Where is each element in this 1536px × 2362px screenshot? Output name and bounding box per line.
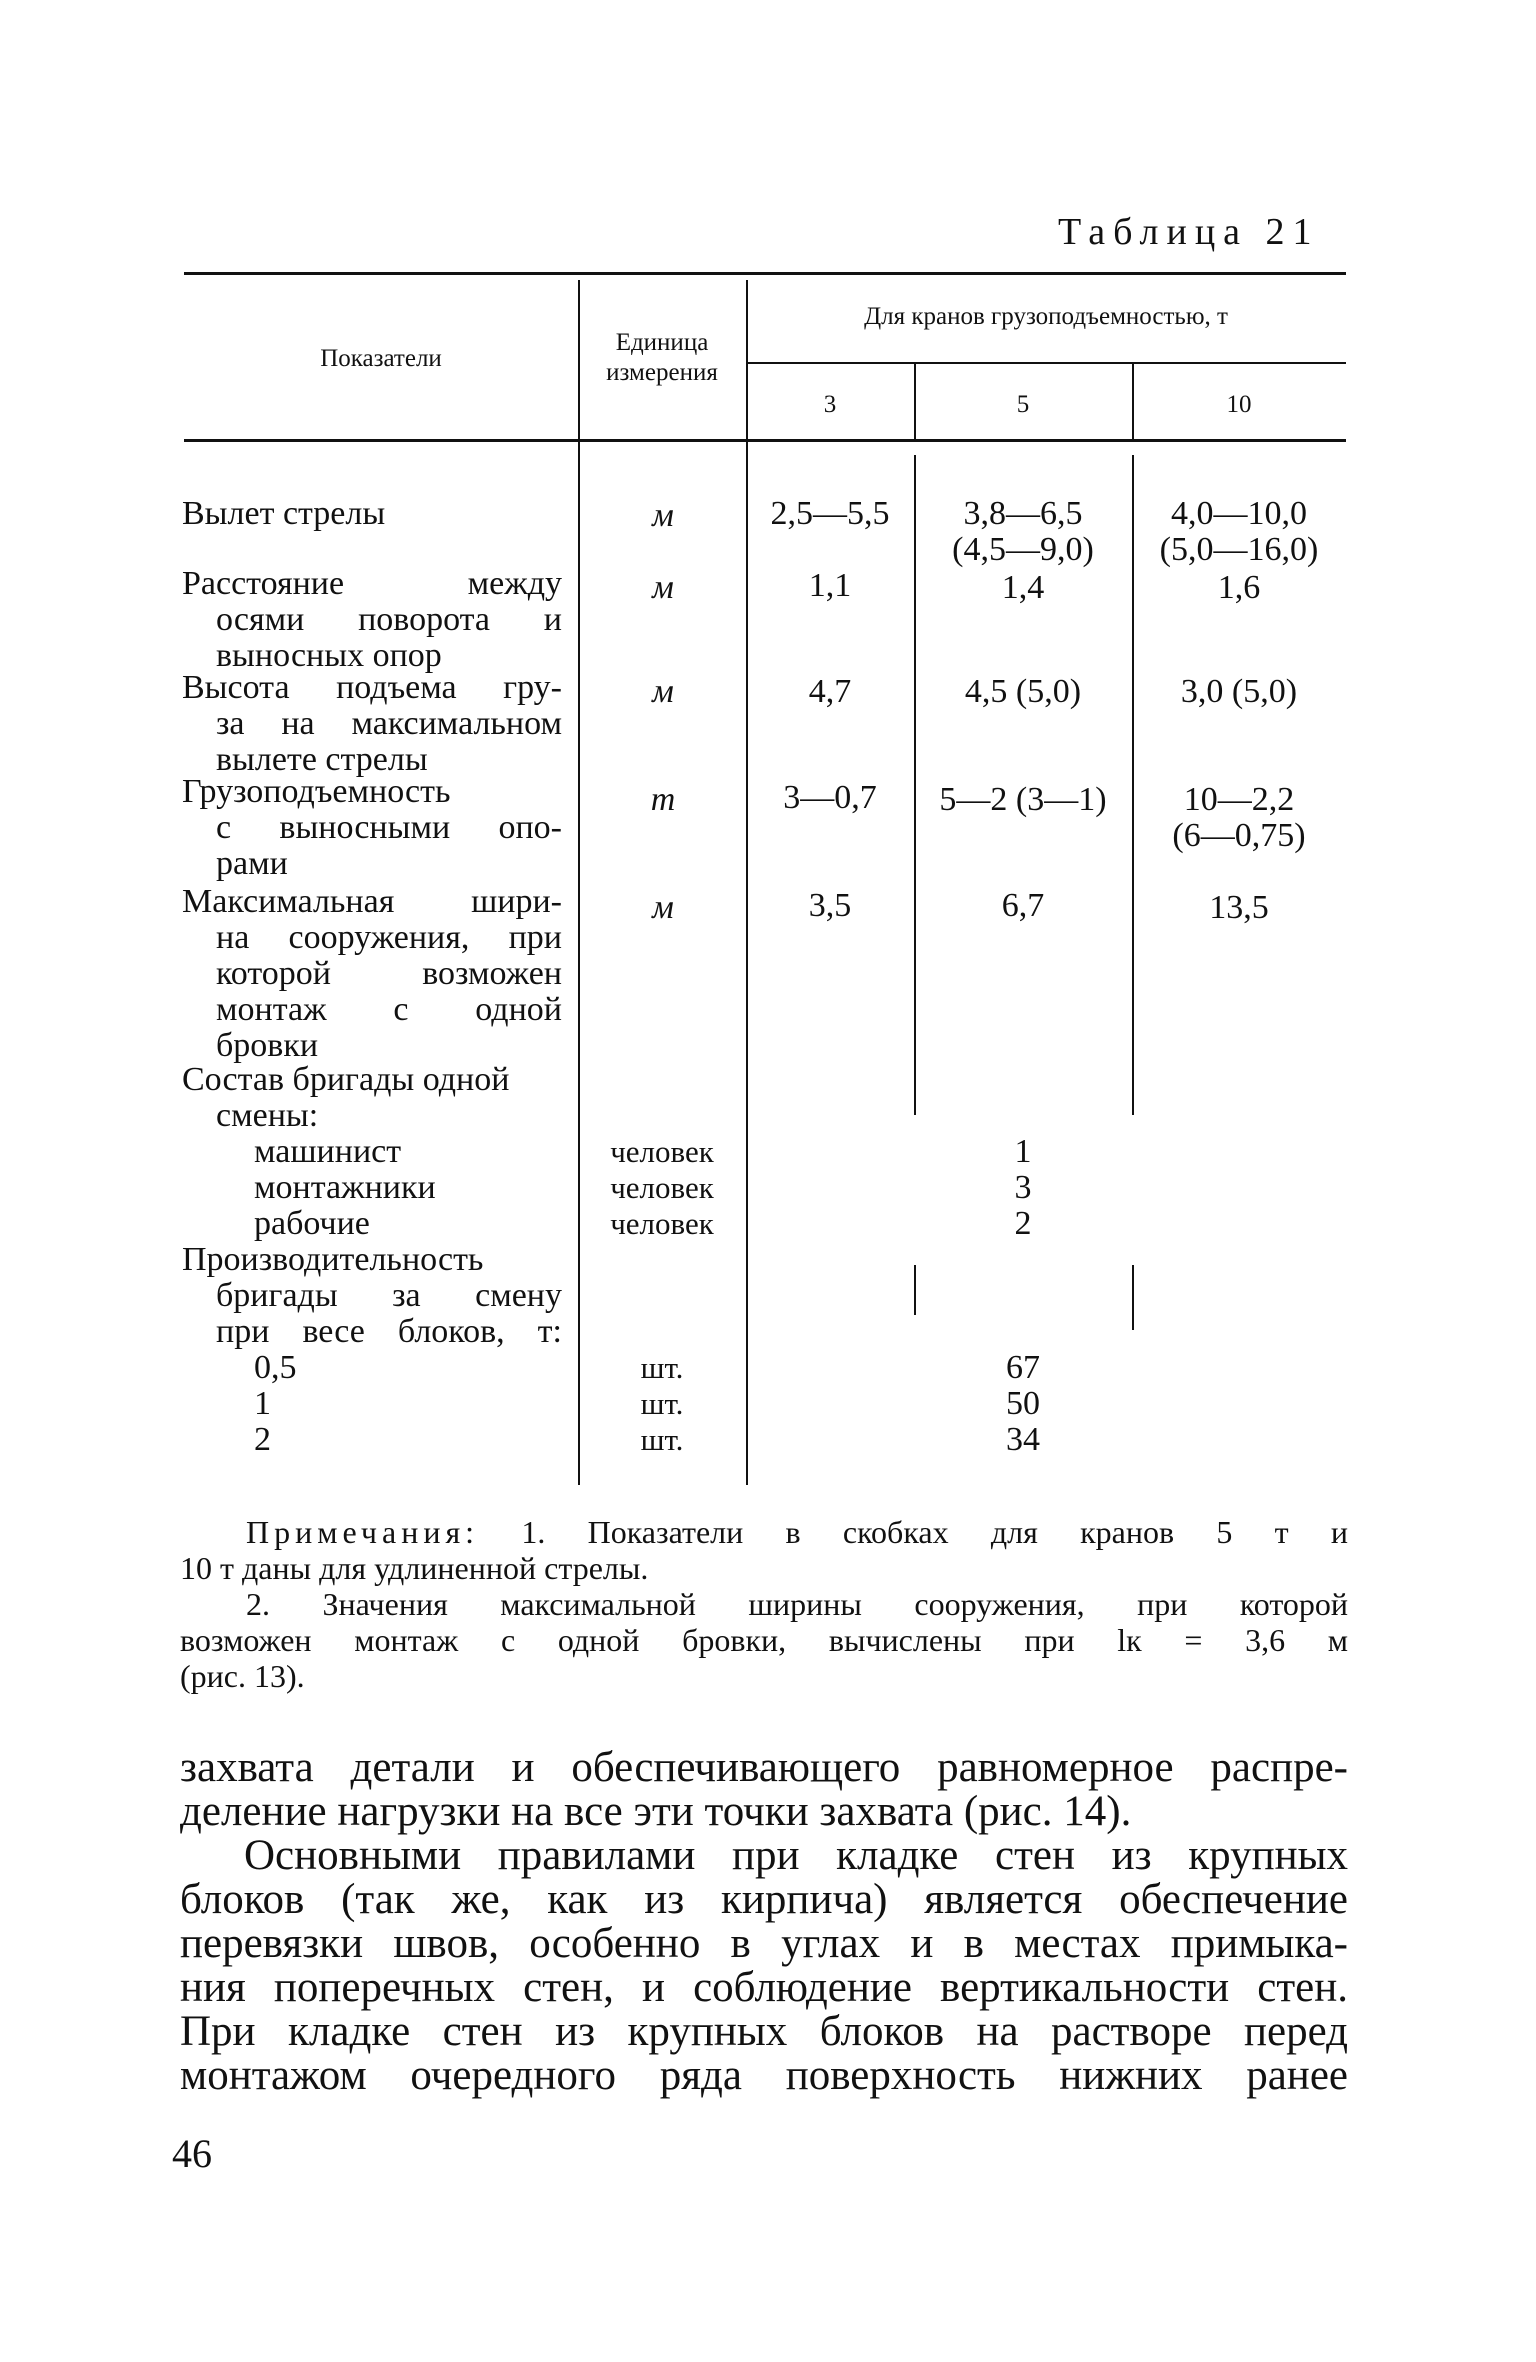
note-1a: 1. Показатели в скобках для кранов 5 т и	[521, 1514, 1349, 1550]
row-v5-capacity: 5—2 (3—1)	[939, 781, 1107, 818]
row-unit-crew: человек человек человек	[610, 1134, 714, 1241]
body-line: деление нагрузки на все эти точки захвата (рис. 14).	[180, 1788, 1132, 1835]
row-v3-max-width: 3,5	[808, 887, 852, 924]
row-unit-productivity: шт. шт. шт.	[640, 1350, 684, 1457]
header-bottom-rule	[184, 439, 1346, 442]
notes-heading: Примечания:	[246, 1514, 480, 1550]
row-label-lift-height: Высота подъема гру- за на максимальном вылете стрелы	[182, 669, 562, 778]
row-v10-capacity: 10—2,2 (6—0,75)	[1172, 781, 1306, 854]
header-capacity-3: 3	[823, 391, 837, 418]
header-cranes: Для кранов грузоподъемностью, т	[864, 303, 1228, 330]
row-unit-lift-height: м	[652, 673, 674, 710]
row-values-productivity: 67 50 34	[1006, 1349, 1040, 1458]
note-2b: возможен монтаж с одной бровки, вычислены при lк = 3,6 м	[180, 1622, 1348, 1658]
col-divider-values	[746, 280, 748, 1485]
row-values-crew: 1 3 2	[1014, 1133, 1032, 1242]
header-indicator: Показатели	[320, 345, 442, 372]
row-v5-boom-reach: 3,8—6,5 (4,5—9,0)	[952, 495, 1094, 568]
row-label-boom-reach: Вылет стрелы	[182, 495, 386, 532]
row-v3-capacity: 3—0,7	[783, 779, 877, 816]
row-v5-max-width: 6,7	[1001, 887, 1045, 924]
col-divider-3-5-short	[914, 1265, 916, 1315]
row-v3-boom-reach: 2,5—5,5	[770, 495, 890, 532]
body-line: захвата детали и обеспечивающего равномерное распре-	[180, 1744, 1348, 1791]
note-2a: 2. Значения максимальной ширины сооружения, при которой	[246, 1586, 1348, 1622]
header-capacity-10: 10	[1226, 391, 1252, 418]
body-line: При кладке стен из крупных блоков на растворе перед	[180, 2008, 1348, 2055]
table-top-rule	[184, 272, 1346, 275]
row-label-capacity: Грузоподъемность с выносными опо- рами	[182, 773, 562, 882]
notes	[180, 1514, 1348, 1694]
header-sub-rule	[746, 362, 1346, 364]
row-label-crew: Состав бригады одной смены: машинист монтажники рабочие	[182, 1061, 510, 1242]
row-v10-lift-height: 3,0 (5,0)	[1180, 673, 1298, 710]
row-unit-capacity: т	[650, 781, 676, 818]
row-v10-axis-distance: 1,6	[1217, 569, 1261, 606]
note-2c: (рис. 13).	[180, 1658, 305, 1694]
row-v3-axis-distance: 1,1	[808, 567, 852, 604]
header-capacity-5: 5	[1016, 391, 1030, 418]
col-divider-unit	[578, 280, 580, 1485]
body-text	[180, 1746, 1348, 2098]
row-unit-boom-reach: м	[652, 497, 674, 534]
row-unit-axis-distance: м	[652, 569, 674, 606]
note-1b: 10 т даны для удлиненной стрелы.	[180, 1550, 649, 1586]
row-v3-lift-height: 4,7	[808, 673, 852, 710]
row-v5-axis-distance: 1,4	[1001, 569, 1045, 606]
row-unit-max-width: м	[652, 889, 674, 926]
row-v10-boom-reach: 4,0—10,0 (5,0—16,0)	[1159, 495, 1319, 568]
body-line: монтажом очередного ряда поверхность нижних ранее	[180, 2052, 1348, 2099]
table-title: Таблица 21	[1058, 211, 1320, 253]
header-unit: Единица измерения	[606, 329, 718, 386]
body-line: Основными правилами при кладке стен из крупных	[244, 1832, 1348, 1879]
body-line: перевязки швов, особенно в углах и в местах примыка-	[180, 1920, 1348, 1967]
col-divider-5-10-short	[1132, 1265, 1134, 1330]
body-line: блоков (так же, как из кирпича) является обеспечение	[180, 1876, 1348, 1923]
page-number: 46	[172, 2131, 212, 2176]
row-label-productivity: Производительность бригады за смену при весе блоков, т: 0,5 1 2	[182, 1241, 562, 1458]
row-v5-lift-height: 4,5 (5,0)	[964, 673, 1082, 710]
row-v10-max-width: 13,5	[1209, 889, 1269, 926]
row-label-axis-distance: Расстояние между осями поворота и выносных опор	[182, 565, 562, 674]
body-line: ния поперечных стен, и соблюдение вертикальности стен.	[180, 1964, 1348, 2011]
row-label-max-width: Максимальная шири- на сооружения, при которой возможен монтаж с одной бровки	[182, 883, 562, 1064]
